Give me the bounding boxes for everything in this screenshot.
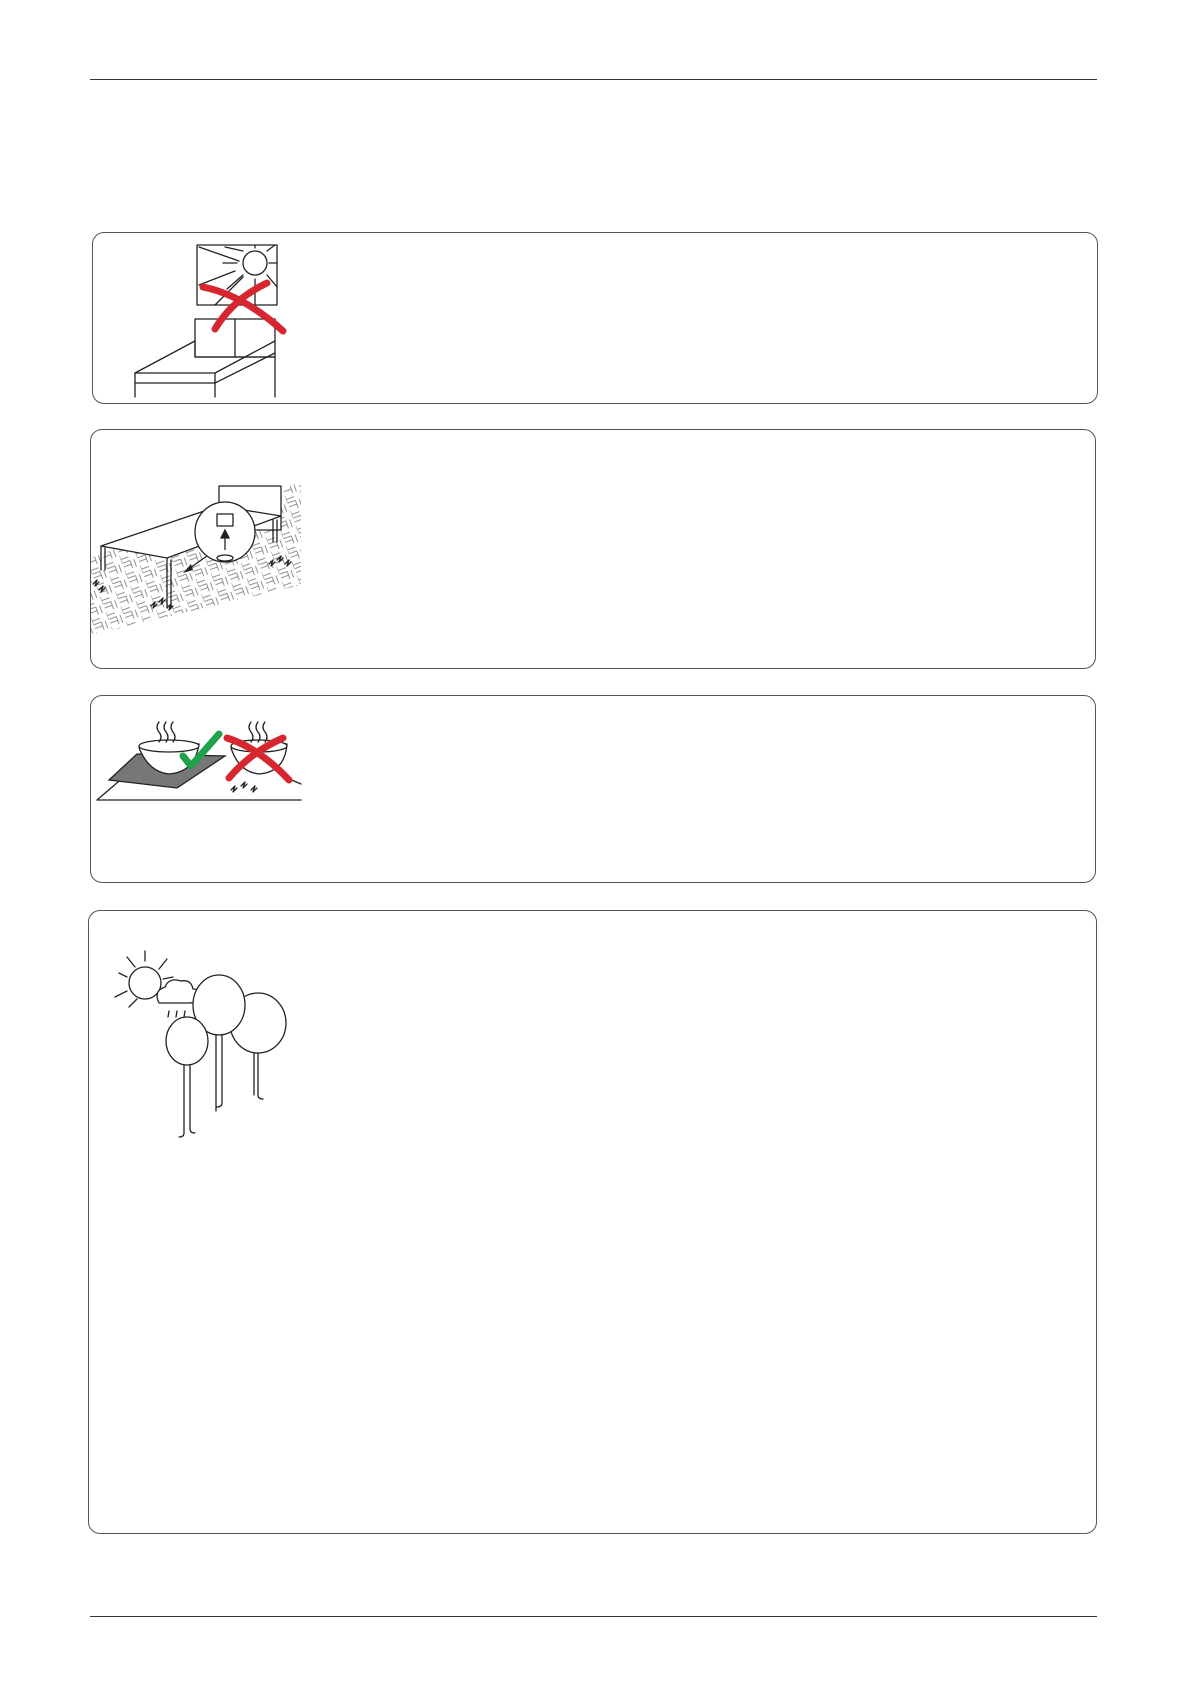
header-rule (90, 79, 1097, 80)
outdoor-weather-trees-icon (111, 947, 311, 1177)
care-panel-floor-protection (90, 429, 1096, 669)
hot-bowl-surface-icon (91, 718, 306, 828)
footer-rule (90, 1616, 1097, 1617)
bed-floor-protector-icon (91, 430, 306, 670)
care-panel-outdoor (88, 910, 1097, 1534)
sunlight-window-bed-icon (115, 233, 315, 405)
care-panel-hot-items (90, 695, 1096, 883)
care-panel-sunlight (92, 232, 1098, 404)
